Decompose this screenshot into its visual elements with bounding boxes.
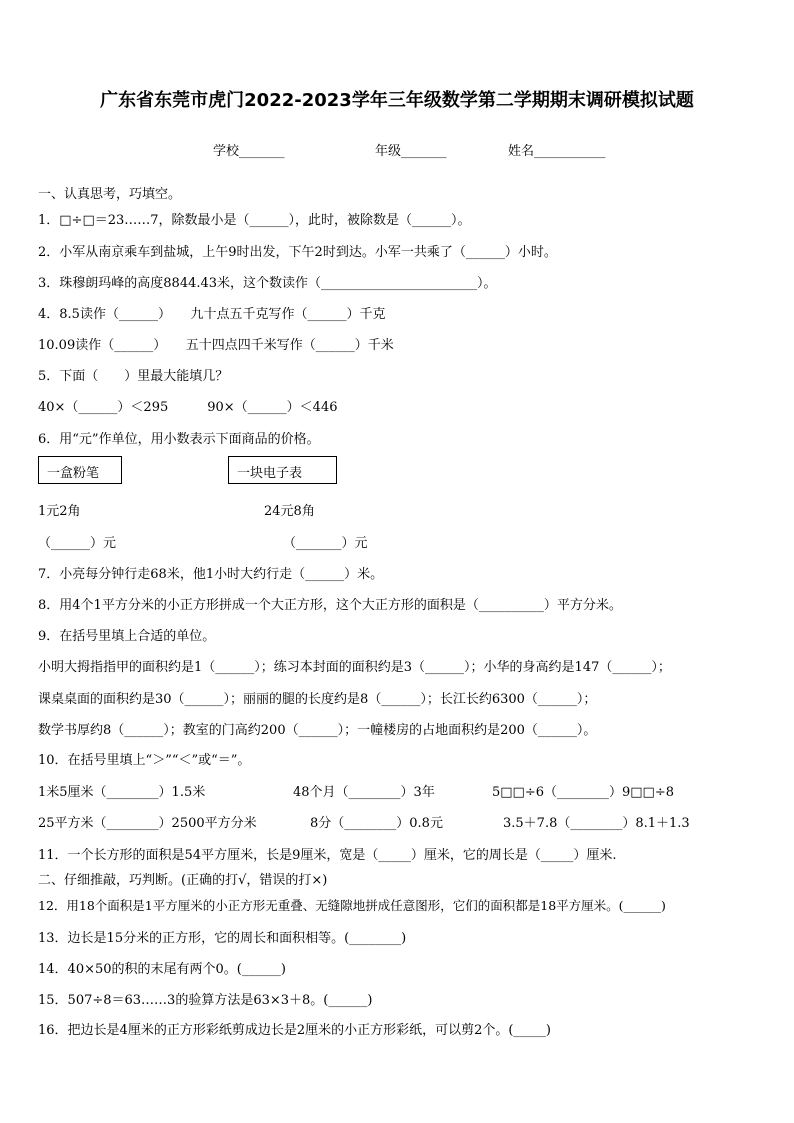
school-field: 学校_______: [213, 144, 285, 159]
question-11: 11．一个长方形的面积是54平方厘米，长是9厘米，宽是（_____）厘米，它的周长是（_____）厘米.: [38, 848, 617, 863]
question-5: 5．下面（ ）里最大能填几？: [38, 369, 229, 384]
question-2: 2．小军从南京乘车到盐城，上午9时出发，下午2时到达。小军一共乘了（______）小时。: [38, 245, 557, 260]
question-16: 16．把边长是4厘米的正方形彩纸剪成边长是2厘米的小正方形彩纸，可以剪2个。(_____): [38, 1023, 551, 1038]
compare-item: 3.5＋7.8（________）8.1＋1.3: [503, 816, 690, 831]
price-watch: 24元8角: [264, 504, 315, 519]
compare-item: 48个月（________）3年: [293, 785, 435, 800]
grade-field: 年级_______: [375, 144, 447, 159]
item-box-watch: 一块电子表: [228, 456, 337, 484]
question-1: 1．□÷□＝23……7，除数最小是（______），此时，被除数是（______）。: [38, 213, 471, 228]
section-title-1: 一、认真思考，巧填空。: [38, 187, 182, 202]
compare-item: 5□□÷6（________）9□□÷8: [492, 785, 675, 800]
compare-item: 25平方米（________）2500平方分米: [38, 816, 257, 831]
question-4a: 4．8.5读作（______） 九十点五千克写作（______）千克: [38, 307, 386, 322]
section-title-2: 二、仔细推敲，巧判断。(正确的打√，错误的打×): [38, 873, 328, 888]
question-3: 3．珠穆朗玛峰的高度8844.43米，这个数读作（________________________）。: [38, 276, 497, 291]
price-chalk: 1元2角: [38, 504, 81, 519]
question-10: 10．在括号里填上“＞”“＜”或“＝”。: [38, 753, 251, 768]
question-5-items: 40×（______）＜295 90×（______）＜446: [38, 400, 338, 415]
question-6: 6．用“元”作单位，用小数表示下面商品的价格。: [38, 432, 320, 447]
question-4b: 10.09读作（______） 五十四点四千米写作（______）千米: [38, 338, 394, 353]
question-9-row3: 数学书厚约8（______）；教室的门高约200（______）；一幢楼房的占地面积约是200（______）。: [38, 723, 597, 738]
question-12: 12．用18个面积是1平方厘米的小正方形无重叠、无缝隙地拼成任意图形，它们的面积都是18平方厘米。(______): [38, 898, 666, 913]
name-field: 姓名___________: [508, 144, 606, 159]
question-9: 9．在括号里填上合适的单位。: [38, 629, 216, 644]
compare-item: 1米5厘米（________）1.5米: [38, 785, 206, 800]
page-title: 广东省东莞市虎门2022-2023学年三年级数学第二学期期末调研模拟试题: [100, 90, 694, 111]
question-7: 7．小亮每分钟行走68米，他1小时大约行走（______）米。: [38, 567, 384, 582]
question-8: 8．用4个1平方分米的小正方形拼成一个大正方形，这个大正方形的面积是（__________）平方分米。: [38, 598, 622, 613]
question-14: 14．40×50的积的末尾有两个0。(______): [38, 962, 286, 977]
compare-item: 8分（________）0.8元: [310, 816, 443, 831]
question-15: 15．507÷8＝63……3的验算方法是63×3＋8。(______): [38, 993, 373, 1008]
item-box-chalk: 一盒粉笔: [38, 456, 122, 484]
question-9-row1: 小明大拇指指甲的面积约是1（______）；练习本封面的面积约是3（______）；小华的身高约是147（______）；: [38, 660, 671, 675]
question-13: 13．边长是15分米的正方形，它的周长和面积相等。(________): [38, 931, 407, 946]
answer-chalk: （______）元: [38, 536, 117, 551]
answer-watch: （_______）元: [283, 536, 368, 551]
question-9-row2: 课桌桌面的面积约是30（______）；丽丽的腿的长度约是8（______）；长江长约6300（______）；: [38, 692, 597, 707]
